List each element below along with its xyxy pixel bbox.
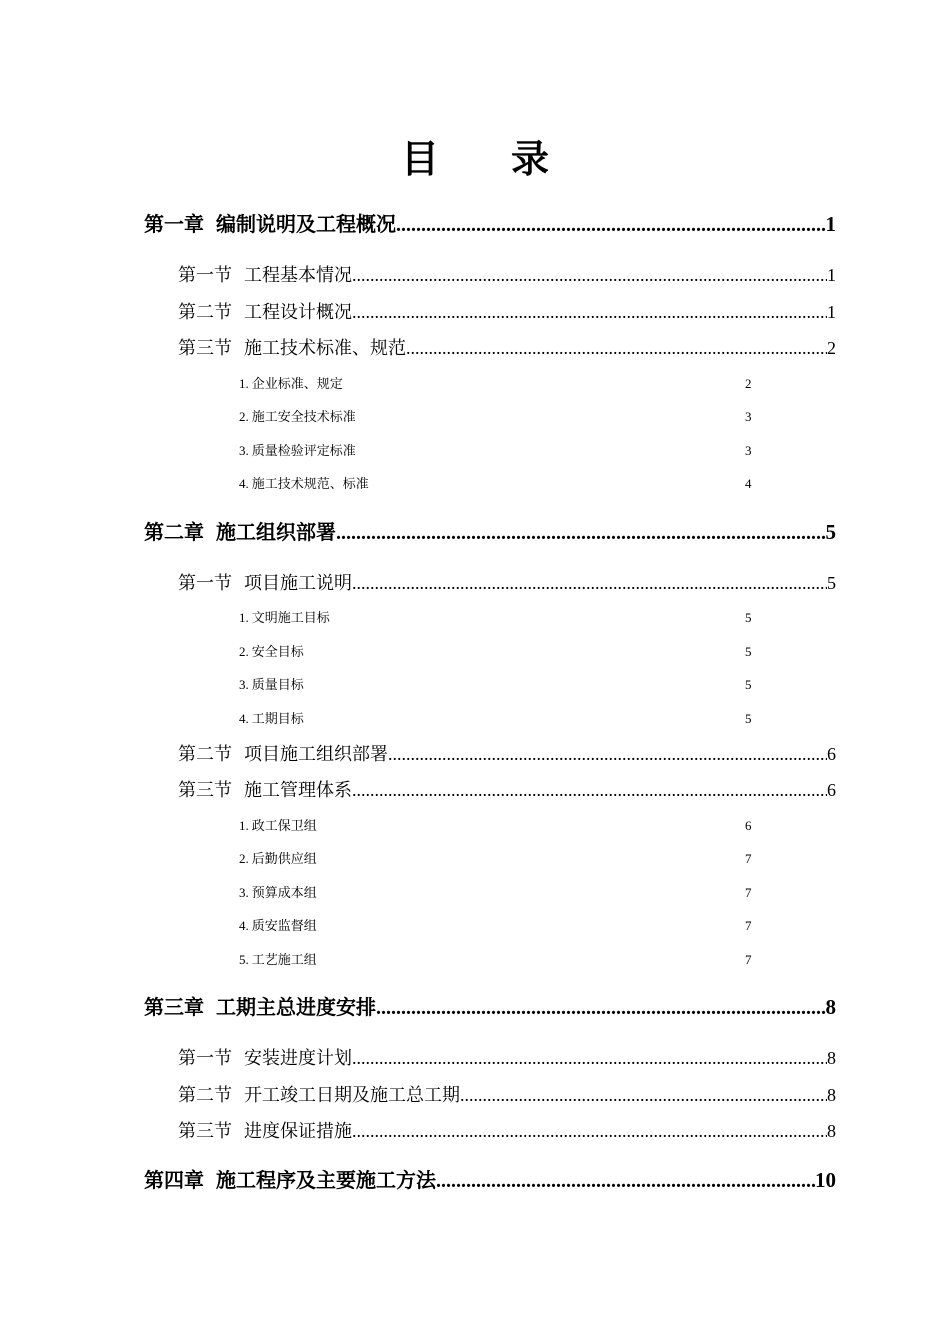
item-page: 7	[745, 851, 752, 866]
item-number: 4.	[239, 476, 249, 491]
section-label: 第一节	[178, 1048, 232, 1069]
toc-chapter-2[interactable]	[144, 516, 836, 545]
chapter-title: 施工组织部署	[216, 520, 336, 544]
section-page: 6	[827, 780, 836, 800]
toc-item[interactable]	[239, 949, 759, 968]
section-page: 8	[827, 1121, 836, 1141]
toc-chapter-3[interactable]	[144, 991, 836, 1020]
section-label: 第一节	[178, 573, 232, 594]
section-label: 第三节	[178, 338, 232, 359]
item-number: 4.	[239, 918, 249, 933]
chapter-label: 第二章	[144, 520, 204, 544]
item-page: 3	[745, 443, 752, 458]
item-text: 施工技术规范、标准	[251, 477, 369, 492]
section-title: 项目施工组织部署	[244, 744, 388, 765]
chapter-label: 第一章	[144, 212, 204, 236]
item-page: 5	[745, 610, 752, 625]
section-title: 工程基本情况	[244, 265, 352, 286]
chapter-page: 10	[815, 1168, 836, 1192]
item-number: 3.	[239, 885, 249, 900]
toc-item[interactable]	[239, 674, 759, 693]
toc-item[interactable]	[239, 882, 759, 901]
toc-item[interactable]	[239, 406, 759, 425]
dot-leader	[376, 997, 826, 1020]
item-text: 企业标准、规定	[251, 377, 343, 392]
item-page: 5	[745, 677, 752, 692]
section-label: 第二节	[178, 1085, 232, 1106]
dot-leader	[406, 338, 827, 359]
item-number: 2.	[239, 851, 249, 866]
section-page: 8	[827, 1085, 836, 1105]
item-page: 7	[745, 952, 752, 967]
item-page: 3	[745, 409, 752, 424]
toc-section[interactable]	[178, 1081, 836, 1107]
dot-leader	[352, 573, 827, 594]
toc-title-char-1: 目	[400, 137, 439, 181]
toc-item[interactable]	[239, 848, 759, 867]
toc-item[interactable]	[239, 708, 759, 727]
item-number: 3.	[239, 677, 249, 692]
item-text: 预算成本组	[251, 886, 317, 901]
toc-chapter-4[interactable]	[144, 1164, 836, 1193]
item-page: 5	[745, 644, 752, 659]
dot-leader	[352, 265, 827, 286]
item-page: 2	[745, 376, 752, 391]
section-title: 开工竣工日期及施工总工期	[244, 1085, 460, 1106]
section-title: 进度保证措施	[244, 1121, 352, 1142]
toc-section[interactable]	[178, 776, 836, 802]
section-label: 第三节	[178, 1121, 232, 1142]
item-number: 5.	[239, 952, 249, 967]
toc-item[interactable]	[239, 641, 759, 660]
dot-leader	[436, 1170, 815, 1193]
item-page: 7	[745, 918, 752, 933]
item-page: 5	[745, 711, 752, 726]
section-title: 项目施工说明	[244, 573, 352, 594]
chapter-title: 施工程序及主要施工方法	[216, 1168, 436, 1192]
item-number: 1.	[239, 610, 249, 625]
dot-leader	[352, 1048, 827, 1069]
toc-section[interactable]	[178, 740, 836, 766]
dot-leader	[460, 1085, 827, 1106]
section-label: 第一节	[178, 265, 232, 286]
item-number: 4.	[239, 711, 249, 726]
item-text: 质安监督组	[251, 919, 317, 934]
item-text: 后勤供应组	[251, 852, 317, 867]
item-number: 1.	[239, 818, 249, 833]
toc-item[interactable]	[239, 815, 759, 834]
section-title: 施工管理体系	[244, 780, 352, 801]
chapter-page: 8	[825, 995, 836, 1019]
toc-item[interactable]	[239, 373, 759, 392]
item-text: 工期目标	[251, 712, 304, 727]
item-text: 工艺施工组	[251, 953, 317, 968]
item-page: 7	[745, 885, 752, 900]
item-text: 安全目标	[251, 645, 304, 660]
item-text: 文明施工目标	[251, 611, 330, 626]
item-number: 2.	[239, 644, 249, 659]
toc-section[interactable]	[178, 1117, 836, 1143]
item-text: 质量目标	[251, 678, 304, 693]
toc-title-char-2: 录	[511, 137, 550, 181]
item-page: 6	[745, 818, 752, 833]
toc-section[interactable]	[178, 261, 836, 287]
dot-leader	[396, 214, 826, 237]
section-label: 第二节	[178, 302, 232, 323]
item-text: 政工保卫组	[251, 819, 317, 834]
toc-item[interactable]	[239, 473, 759, 492]
item-text: 质量检验评定标准	[251, 444, 356, 459]
section-page: 8	[827, 1048, 836, 1068]
chapter-title: 工期主总进度安排	[216, 995, 376, 1019]
section-page: 2	[827, 338, 836, 358]
toc-chapter-1[interactable]	[144, 208, 836, 237]
section-page: 5	[827, 573, 836, 593]
chapter-label: 第四章	[144, 1168, 204, 1192]
toc-section[interactable]	[178, 298, 836, 324]
chapter-title: 编制说明及工程概况	[216, 212, 396, 236]
toc-item[interactable]	[239, 440, 759, 459]
item-page: 4	[745, 476, 752, 491]
item-number: 1.	[239, 376, 249, 391]
section-page: 6	[827, 744, 836, 764]
toc-section[interactable]	[178, 569, 836, 595]
section-title: 安装进度计划	[244, 1048, 352, 1069]
toc-item[interactable]	[239, 607, 759, 626]
item-text: 施工安全技术标准	[251, 410, 356, 425]
dot-leader	[352, 302, 827, 323]
toc-item[interactable]	[239, 915, 759, 934]
dot-leader	[352, 1121, 827, 1142]
item-number: 3.	[239, 443, 249, 458]
section-page: 1	[827, 265, 836, 285]
item-number: 2.	[239, 409, 249, 424]
dot-leader	[388, 744, 827, 765]
chapter-label: 第三章	[144, 995, 204, 1019]
section-label: 第二节	[178, 744, 232, 765]
section-title: 工程设计概况	[244, 302, 352, 323]
dot-leader	[352, 780, 827, 801]
section-title: 施工技术标准、规范	[244, 338, 406, 359]
chapter-page: 5	[825, 520, 836, 544]
toc-section[interactable]	[178, 1044, 836, 1070]
section-label: 第三节	[178, 780, 232, 801]
chapter-page: 1	[825, 212, 836, 236]
section-page: 1	[827, 302, 836, 322]
toc-section[interactable]	[178, 334, 836, 360]
toc-title	[0, 128, 950, 183]
dot-leader	[336, 522, 826, 545]
